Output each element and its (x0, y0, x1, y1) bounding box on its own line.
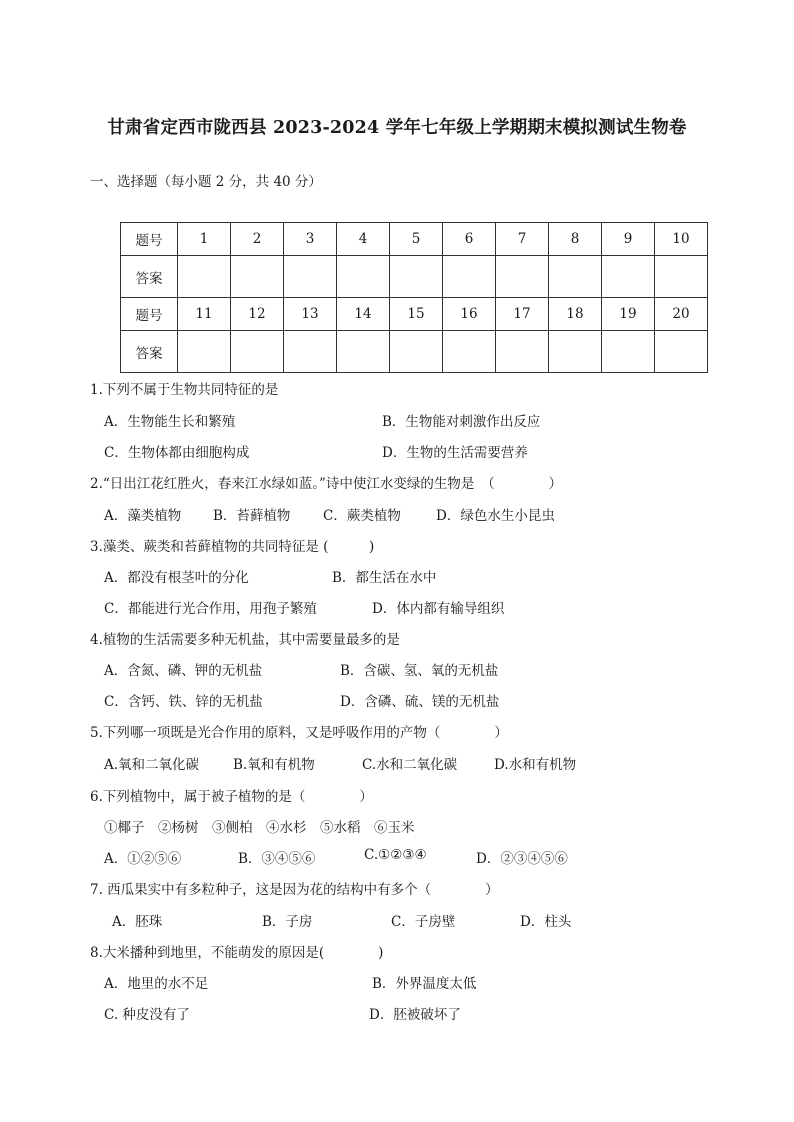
question-number-cell: 1 (178, 223, 231, 256)
question-number-cell: 15 (390, 298, 443, 331)
question-2-option-c: C．蕨类植物 (323, 508, 401, 524)
question-number-cell: 4 (337, 223, 390, 256)
answer-cell (231, 331, 284, 373)
question-3-option-d: D．体内都有输导组织 (372, 601, 505, 617)
question-5-option-d: D.水和有机物 (494, 757, 577, 773)
question-number-cell: 18 (549, 298, 602, 331)
answer-cell (549, 256, 602, 298)
answer-cell (655, 331, 708, 373)
question-4-option-d: D．含磷、硫、镁的无机盐 (340, 694, 500, 710)
question-number-cell: 7 (496, 223, 549, 256)
question-number-cell: 20 (655, 298, 708, 331)
question-2-option-d: D．绿色水生小昆虫 (436, 508, 555, 524)
question-4-stem: 4.植物的生活需要多种无机盐，其中需要量最多的是 (90, 632, 400, 648)
question-2-stem: 2.“日出江花红胜火，春来江水绿如蓝。”诗中使江水变绿的生物是 （ ） (90, 476, 563, 492)
question-2-option-a: A．藻类植物 (104, 508, 182, 524)
table-row (121, 331, 708, 373)
question-6-option-d: D．②③④⑤⑥ (476, 851, 568, 867)
answer-cell (496, 331, 549, 373)
question-8-option-b: B．外界温度太低 (372, 976, 477, 992)
question-number-cell: 5 (390, 223, 443, 256)
question-number-cell: 10 (655, 223, 708, 256)
answer-table (120, 222, 708, 373)
question-4-option-b: B．含碳、氢、氧的无机盐 (340, 663, 499, 679)
question-7-option-b: B．子房 (262, 914, 313, 930)
answer-cell (496, 256, 549, 298)
answer-cell (443, 331, 496, 373)
question-number-cell: 14 (337, 298, 390, 331)
answer-cell (655, 256, 708, 298)
question-number-cell: 19 (602, 298, 655, 331)
question-1-option-d: D．生物的生活需要营养 (382, 445, 528, 461)
question-number-cell: 6 (443, 223, 496, 256)
answer-cell (284, 331, 337, 373)
question-1-option-b: B．生物能对刺激作出反应 (382, 414, 541, 430)
answer-cell (549, 331, 602, 373)
question-number-cell: 17 (496, 298, 549, 331)
question-6-option-b: B．③④⑤⑥ (238, 851, 316, 867)
question-6-option-a: A．①②⑤⑥ (104, 851, 182, 867)
question-number-cell: 12 (231, 298, 284, 331)
answer-cell (602, 331, 655, 373)
answer-cell (337, 331, 390, 373)
answer-cell (337, 256, 390, 298)
row-label-number: 题号 (121, 298, 178, 331)
question-7-option-d: D．柱头 (520, 914, 572, 930)
question-1-option-c: C．生物体都由细胞构成 (104, 445, 250, 461)
question-number-cell: 8 (549, 223, 602, 256)
row-label-answer: 答案 (121, 256, 178, 298)
question-7-option-a: A．胚珠 (112, 914, 163, 930)
answer-cell (231, 256, 284, 298)
answer-cell (390, 256, 443, 298)
question-1-option-a: A．生物能生长和繁殖 (104, 414, 236, 430)
row-label-answer: 答案 (121, 331, 178, 373)
question-3-stem: 3.藻类、蕨类和苔藓植物的共同特征是 ( ) (90, 539, 375, 555)
question-2-option-b: B．苔藓植物 (213, 508, 291, 524)
question-7-stem: 7. 西瓜果实中有多粒种子，这是因为花的结构中有多个（ ） (90, 882, 499, 898)
exam-title: 甘肃省定西市陇西县 2023-2024 学年七年级上学期期末模拟测试生物卷 (107, 118, 687, 138)
question-6-stem: 6.下列植物中，属于被子植物的是（ ） (90, 789, 373, 805)
question-number-cell: 16 (443, 298, 496, 331)
row-label-number: 题号 (121, 223, 178, 256)
question-number-cell: 2 (231, 223, 284, 256)
answer-cell (178, 331, 231, 373)
answer-cell (178, 256, 231, 298)
question-8-option-d: D．胚被破坏了 (369, 1007, 461, 1023)
question-6-items: ①椰子 ②杨树 ③侧柏 ④水杉 ⑤水稻 ⑥玉米 (104, 820, 415, 836)
question-8-stem: 8.大米播种到地里，不能萌发的原因是( ) (90, 945, 384, 961)
question-3-option-c: C．都能进行光合作用，用孢子繁殖 (104, 601, 317, 617)
question-3-option-b: B．都生活在水中 (332, 570, 437, 586)
answer-cell (602, 256, 655, 298)
table-row (121, 223, 708, 256)
question-4-option-a: A．含氮、磷、钾的无机盐 (104, 663, 263, 679)
question-number-cell: 11 (178, 298, 231, 331)
question-number-cell: 9 (602, 223, 655, 256)
question-8-option-a: A．地里的水不足 (104, 976, 209, 992)
question-4-option-c: C．含钙、铁、锌的无机盐 (104, 694, 263, 710)
question-number-cell: 13 (284, 298, 337, 331)
table-row (121, 256, 708, 298)
question-1-stem: 1.下列不属于生物共同特征的是 (90, 382, 279, 398)
answer-cell (390, 331, 443, 373)
section-heading: 一、选择题（每小题 2 分，共 40 分） (90, 174, 322, 190)
question-8-option-c: C. 种皮没有了 (104, 1007, 190, 1023)
question-7-option-c: C．子房壁 (391, 914, 456, 930)
answer-cell (284, 256, 337, 298)
question-5-option-c: C.水和二氧化碳 (362, 757, 458, 773)
question-5-option-a: A.氧和二氧化碳 (104, 757, 200, 773)
answer-cell (443, 256, 496, 298)
question-3-option-a: A．都没有根茎叶的分化 (104, 570, 249, 586)
table-row (121, 298, 708, 331)
question-5-option-b: B.氧和有机物 (233, 757, 315, 773)
question-number-cell: 3 (284, 223, 337, 256)
question-5-stem: 5.下列哪一项既是光合作用的原料，又是呼吸作用的产物（ ） (90, 725, 508, 741)
question-6-option-c: C.①②③④ (364, 847, 427, 863)
